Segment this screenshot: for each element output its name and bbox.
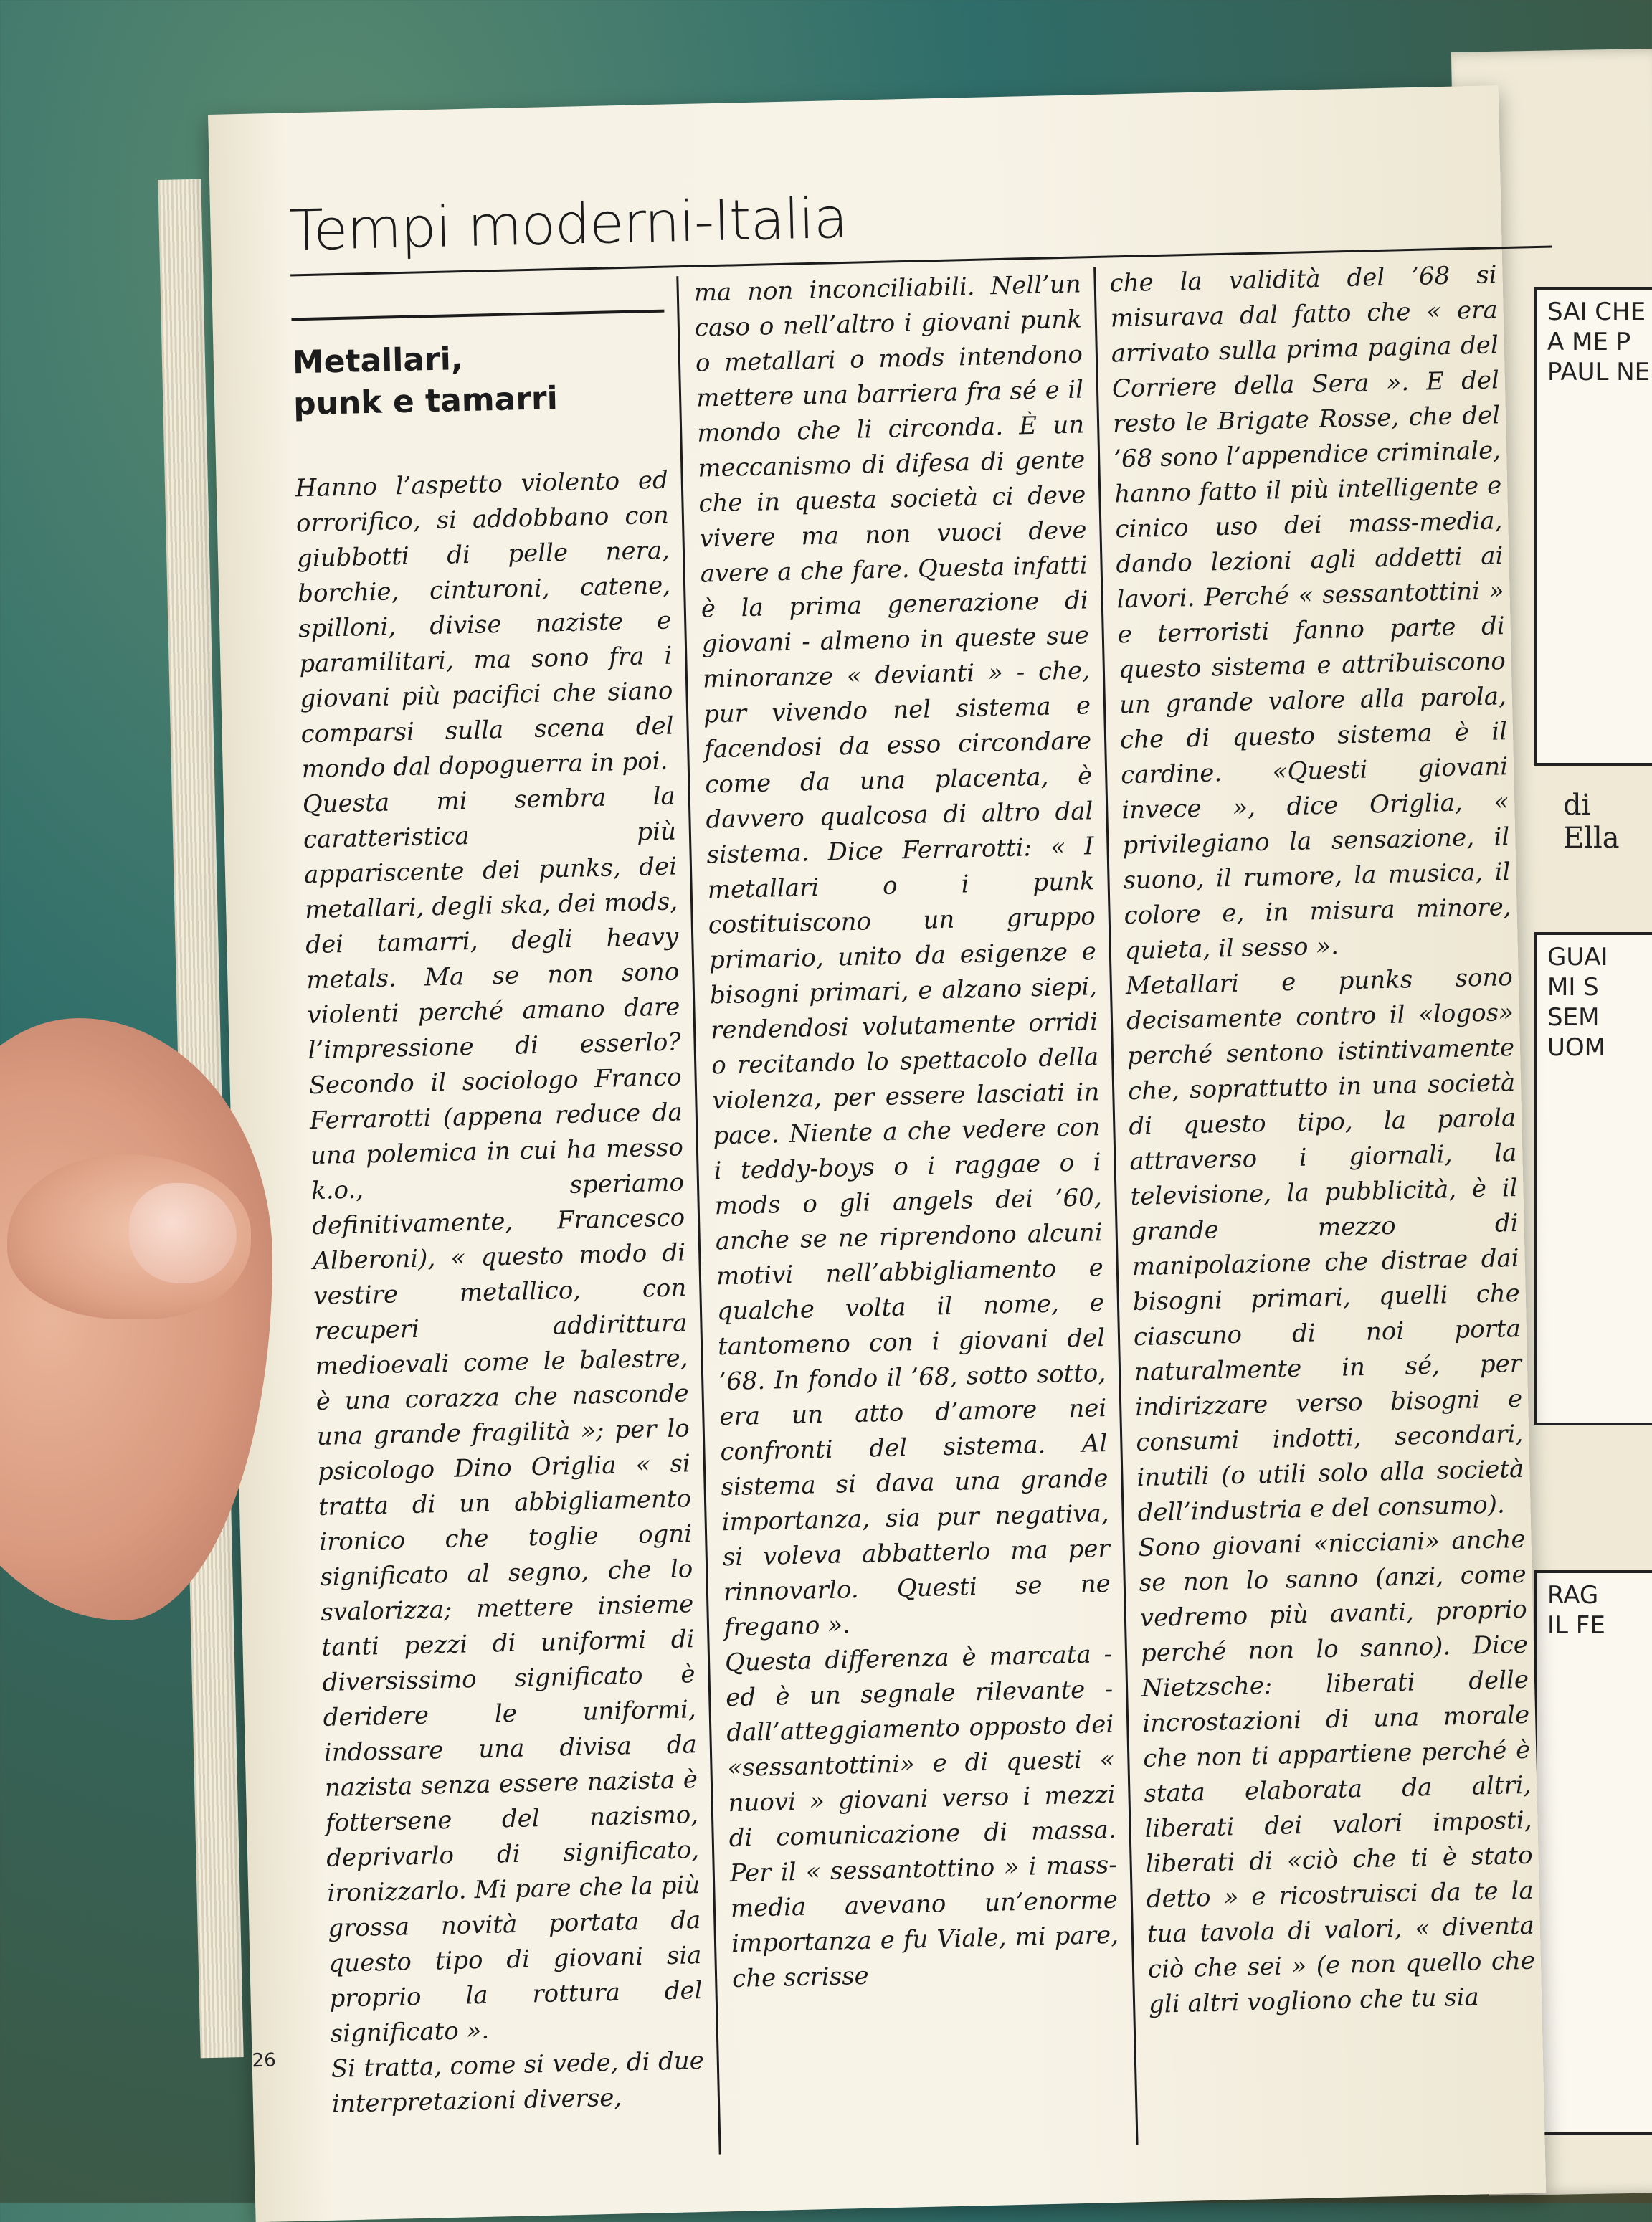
comic-text-1: SAI CHE A ME P PAUL NE xyxy=(1547,298,1651,386)
title-rule xyxy=(291,310,664,321)
article-column-2: ma non inconciliabili. Nell’un caso o nell’altro i giovani punk o metallari o mods intendono mettere una barriera fra sé e il mondo che li circonda. È un meccanismo di difesa di gente che in questa società ci deve vivere ma non vuoci deve avere a che fare. Questa infatti è la prima generazione di giovani - almeno in queste sue minoranze « devianti » - che, pur vivendo nel sistema e facendosi da esso circondare come da una placenta, è davvero qualcosa di altro dal sistema. Dice Ferrarotti: « I metallari o i punk costituiscono un gruppo primario, unito da esigenze e bisogni primari, e alzano siepi, rendendosi volutamente orridi o recitando lo spettacolo della violenza, per essere lasciati in pace. Niente a che vedere con i teddy-boys o i raggae o i mods o gli angels dei ’60, anche se ne riprendono alcuni motivi nell’abbigliamento e qualche volta il nome, e tantomeno con i giovani del ’68. In fondo il ’68, sotto sotto, era un atto d’amore nei confronti del sistema. Al sistema si dava una grande importanza, sia pur negativa, si voleva abbatterlo ma per rinnovarlo. Questi se ne fregano ». Questa differenza è marcata - ed è un segnale rilevante - dall’atteggiamento opposto dei «sessantottini» e di questi « nuovi » giovani verso i mezzi di comunicazione di massa. Per il « sessantottino » i mass-media avevano un’enorme importanza e fu Viale, mi pare, che scrisse xyxy=(693,270,1119,1994)
magazine-page xyxy=(208,85,1546,2222)
article-column-3: che la validità del ’68 si misurava dal fatto che « era arrivato sulla prima pagina del Corriere della Sera ». E del resto le Brigate Rosse, che del ’68 sono l’appendice criminale, hanno fatto il più intelligente e cinico uso dei mass-media, dando lezioni agli addetti ai lavori. Perché « sessantottini » e terroristi fanno parte di questo sistema e attribuiscono un grande valore alla parola, che di questo sistema è il cardine. «Questi giovani invece », dice Origlia, « privilegiano la sensazione, il suono, il rumore, la musica, il colore e, in misura minore, quieta, il sesso ». Metallari e punks sono decisamente contro il «logos» perché sentono istintivamente che, soprattutto in una società di questo tipo, la parola attraverso i giornali, la televisione, la pubblicità, è il grande mezzo di manipolazione che distrae dai bisogni primari, quelli che ciascuno di noi porta naturalmente in sé, per indirizzare verso bisogni e consumi indotti, secondari, inutili (o utili solo alla società dell’industria e del consumo). Sono giovani «nicciani» anche se non lo sanno (anzi, come vedremo più avanti, proprio perché non lo sanno). Dice Nietzsche: liberati delle incrostazioni di una morale che non ti appartiene perché è stata elaborata da altri, liberati dei valori imposti, liberati di «ciò che ti è stato detto » e ricostruisci da te la tua tavola di valori, « diventa ciò che sei » (e non quello che gli altri vogliono che tu sia xyxy=(1109,260,1536,2019)
article-title: Metallari, punk e tamarri xyxy=(292,341,559,423)
article-column-1: Hanno l’aspetto violento ed orrorifico, si addobbano con giubbotti di pelle nera, borchie, cinturoni, catene, spilloni, divise naziste e paramilitari, ma sono fra i giovani più pacifici che siano comparsi sulla scena del mondo dal dopoguerra in poi. Questa mi sembra la caratteristica più appariscente dei punks, dei metallari, degli ska, dei mods, dei tamarri, degli heavy metals. Ma se non sono violenti perché amano dare l’impressione di esserlo? Secondo il sociologo Franco Ferrarotti (appena reduce da una polemica in cui ha messo k.o., speriamo definitivamente, Francesco Alberoni), « questo modo di vestire metallico, con recuperi addirittura medioevali come le balestre, è una corazza che nasconde una grande fragilità »; per lo psicologo Dino Origlia « si tratta di un abbigliamento ironico che toglie ogni significato al segno, che lo svalorizza; mettere insieme tanti pezzi di uniformi di diversissimo significato è deridere le uniformi, indossare una divisa da nazista senza essere nazista è fottersene del nazismo, deprivarlo di significato, ironizzarlo. Mi pare che la più grossa novità portata da questo tipo di giovani sia proprio la rottura del significato ». Si tratta, come si vede, di due interpretazioni diverse, xyxy=(295,465,705,2119)
comic-caption: di Ella xyxy=(1563,789,1620,855)
comic-panel-1 xyxy=(1534,287,1652,766)
comic-panel-3 xyxy=(1534,1570,1652,2135)
comic-text-2: GUAI MI S SEM UOM xyxy=(1547,943,1608,1062)
comic-panel-2 xyxy=(1534,932,1652,1425)
comic-text-3: RAG IL FE xyxy=(1547,1581,1605,1640)
thumbnail xyxy=(129,1183,237,1283)
section-header: Tempi moderni-Italia xyxy=(288,186,848,264)
page-number: 26 xyxy=(252,2049,277,2072)
